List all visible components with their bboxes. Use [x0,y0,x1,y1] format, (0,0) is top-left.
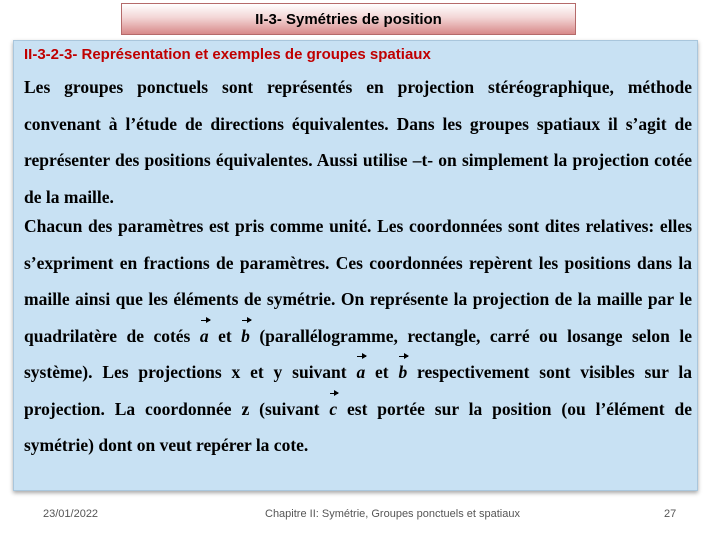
section-heading: II-3-2-3- Représentation et exemples de groupes spatiaux [24,46,431,63]
slide-title-bar [121,3,576,35]
footer-chapter: Chapitre II: Symétrie, Groupes ponctuels et spatiaux [265,508,520,520]
slide-title: II-3- Symétries de position [255,11,442,28]
paragraph-2-text-4: et [365,362,399,382]
paragraph-1: Les groupes ponctuels sont représentés en projection stéréographique, méthode convenant à l’étude de directions équivalentes. Dans les groupes spatiaux il s’agit de représenter des positions équivalentes. Aussi utilise –t- on simplement la projection cotée de la maille. [24,77,692,207]
paragraph-2-text-1: Chacun des paramètres est pris comme unité. Les coordonnées sont dites relatives: elles s’expriment en fractions de paramètres. Ces coordonnées repèrent les positions dans la maille ainsi que les éléments de symétrie. On représente la projection de la maille par le quadrilatère de cotés [24,216,692,346]
content-box [13,40,698,491]
paragraph-2-text-6: est portée sur la position (ou l’élément de symétrie) dont on veut repérer la cote. [24,398,692,455]
vector-b: b [241,318,250,355]
vector-c: c [329,391,337,428]
paragraph-2-text-5: respectivement sont visibles sur la projection. La coordonnée z (suivant [24,362,692,419]
vector-a-2: a [356,354,365,391]
vector-b-2: b [398,354,407,391]
paragraph-2 [24,208,692,464]
vector-a: a [200,318,209,355]
footer-date: 23/01/2022 [43,508,99,520]
paragraph-2-text-3: (parallélogramme, rectangle, carré ou losange selon le système). Les projections x et y suivant [24,325,692,382]
paragraph-2-text-2: et [208,325,242,346]
footer-page-number: 27 [664,508,677,520]
